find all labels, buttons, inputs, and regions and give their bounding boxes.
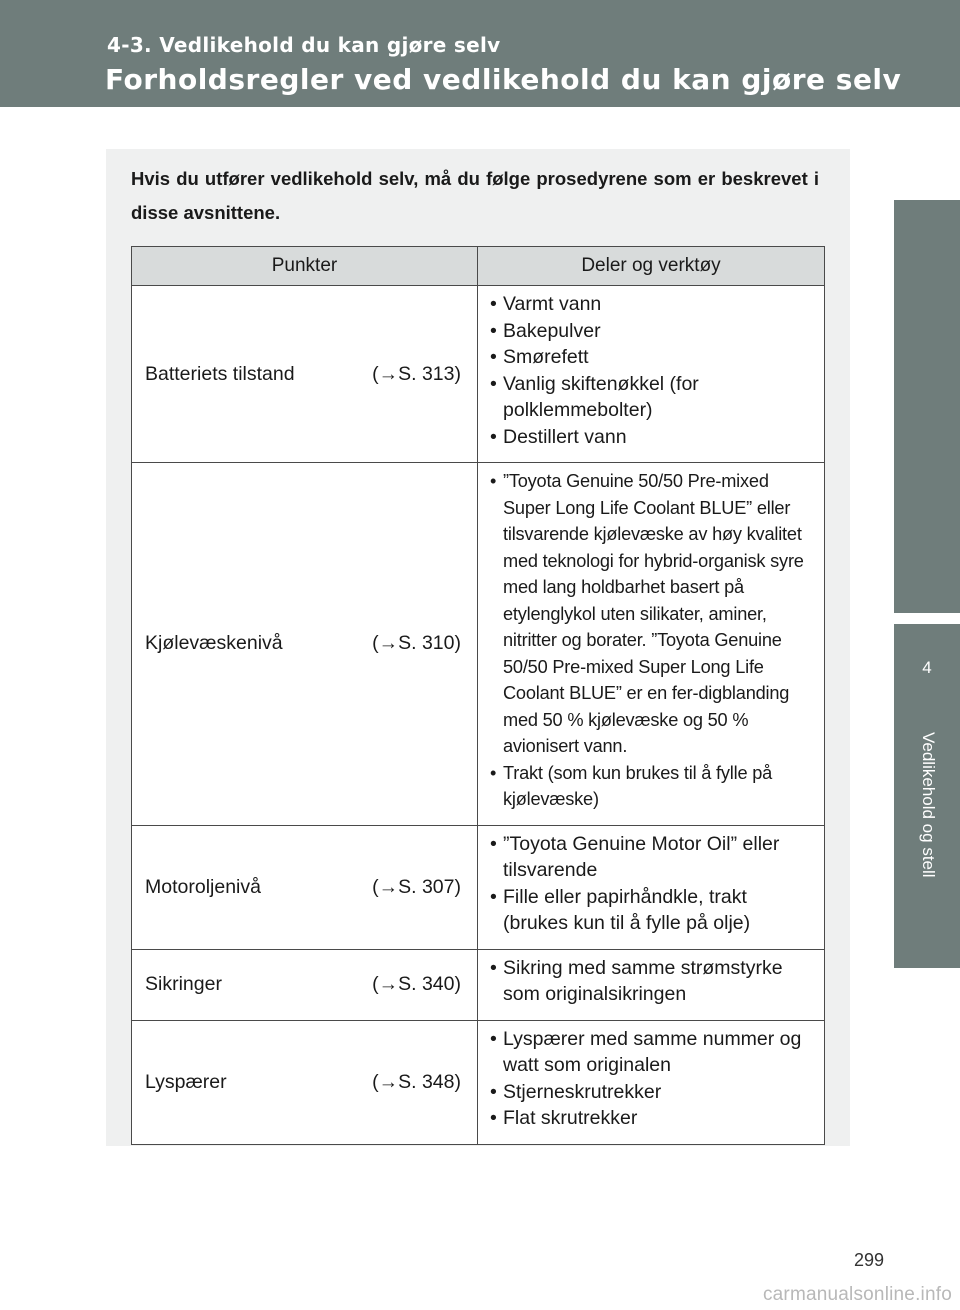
list-item: • Sikring med samme strømstyrke som originalsikringen [490,955,816,1008]
item-name: Sikringer [145,973,222,995]
chapter-label-tab [894,718,960,968]
list-item: • Lyspærer med samme nummer og watt som originalen [490,1026,816,1079]
item-name: Kjølevæskenivå [145,632,283,655]
chapter-number: 4 [922,658,932,677]
item-name: Lyspærer [145,1070,227,1093]
table-row [132,1020,825,1144]
parts-cell [478,949,825,1020]
list-item: • Trakt (som kun brukes til å fylle på kjølevæske) [490,760,816,813]
page-reference-link[interactable]: (→S. 340) [372,973,461,995]
section-heading: 4-3. Vedlikehold du kan gjøre selv [107,33,501,57]
maintenance-table [131,246,825,1145]
table-row [132,286,825,463]
side-tab-upper [894,200,960,613]
page-reference-link[interactable]: (→S. 307) [372,875,461,898]
page-number: 299 [853,1250,884,1270]
table-header-row [132,247,825,286]
item-name: Batteriets tilstand [145,362,295,385]
table-row [132,463,825,826]
list-item: • Smørefett [490,344,816,371]
parts-cell [478,463,825,826]
list-item: • Vanlig skiftenøkkel (for polklemmebolter) [490,371,816,424]
list-item: • ”Toyota Genuine 50/50 Pre-mixed Super Long Life Coolant BLUE” eller tilsvarende kjølevæske av høy kvalitet med teknologi for hybrid-organisk syre med lang holdbarhet basert på etylenglykol uten silikater, aminer, nitritter og borater. ”Toyota Genuine 50/50 Pre-mixed Super Long Life Coolant BLUE” er en fer-digblanding med 50 % kjølevæske og 50 % avionisert vann. [490,468,816,760]
intro-text: Hvis du utfører vedlikehold selv, må du følge prosedyrene som er beskrevet i disse avsnittene. [131,168,819,223]
item-cell [132,1020,478,1144]
item-cell [132,286,478,463]
column-header-parts: Deler og verktøy [478,247,825,286]
page-title: Forholdsregler ved vedlikehold du kan gjøre selv [105,63,902,96]
column-header-items: Punkter [132,247,478,286]
page-reference-link[interactable]: (→S. 313) [372,362,461,385]
table-row [132,949,825,1020]
page-reference-link[interactable]: (→S. 310) [372,632,461,655]
item-cell [132,825,478,949]
chapter-tab [894,624,960,718]
page-header [0,0,960,107]
item-cell [132,463,478,826]
list-item: • Stjerneskrutrekker [490,1079,816,1106]
item-cell [132,949,478,1020]
table-row [132,825,825,949]
item-name: Motoroljenivå [145,875,261,898]
page-reference-link[interactable]: (→S. 348) [372,1070,461,1093]
parts-cell [478,1020,825,1144]
list-item: • Bakepulver [490,318,816,345]
parts-cell [478,286,825,463]
watermark: carmanualsonline.info [762,1284,952,1305]
chapter-label: Vedlikehold og stell [919,732,938,878]
list-item: • Fille eller papirhåndkle, trakt (brukes kun til å fylle på olje) [490,884,816,937]
list-item: • Varmt vann [490,291,816,318]
list-item: • Flat skrutrekker [490,1105,816,1132]
list-item: • ”Toyota Genuine Motor Oil” eller tilsvarende [490,831,816,884]
list-item: • Destillert vann [490,424,816,451]
parts-cell [478,825,825,949]
